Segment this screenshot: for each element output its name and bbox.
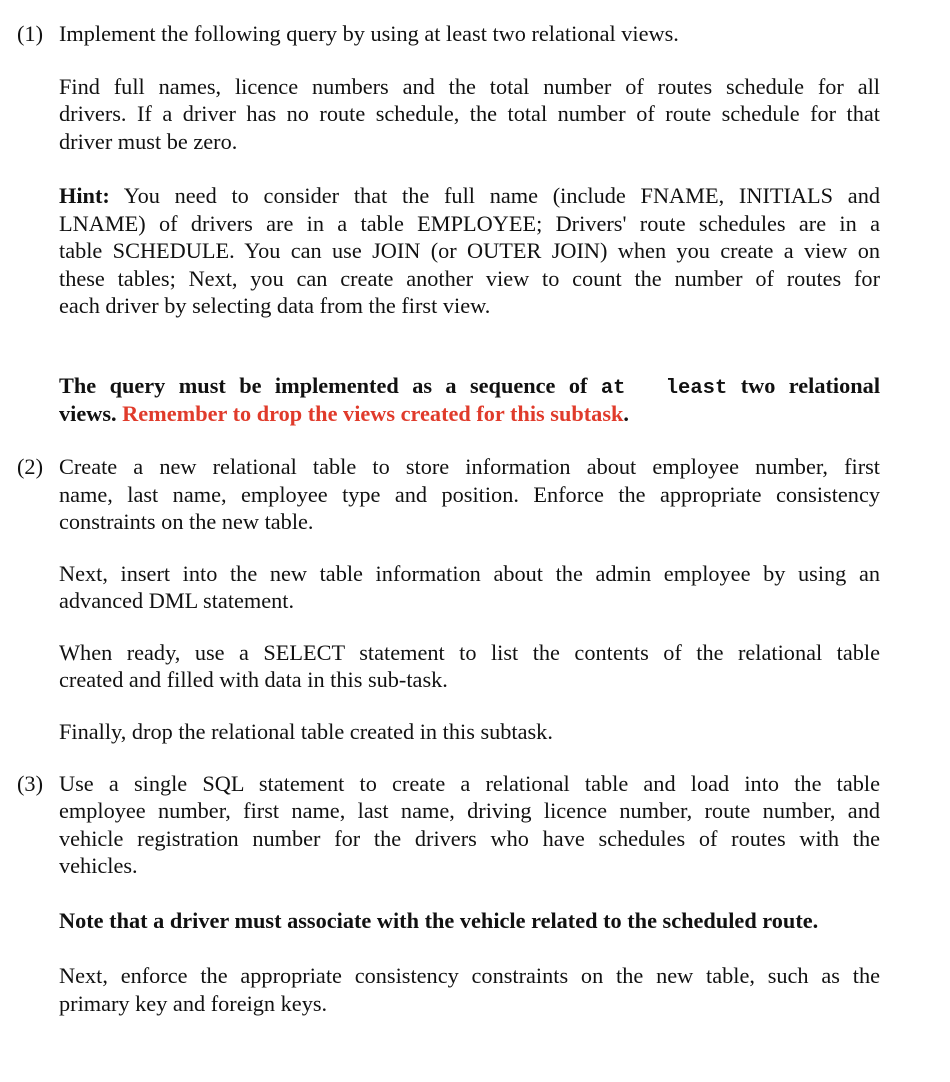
task-2-para-2-line-1: Next, insert into the new table information about the admin employee by using an [59,561,880,586]
task-3-para-1-line-1: Use a single SQL statement to create a relational table and load into the table [59,771,880,796]
hint-label: Hint: [59,183,110,208]
task-2-number: (2) [17,454,43,479]
task-1-hint-line-5: each driver by selecting data from the first view. [59,293,491,318]
requirement-text-3: views. [59,401,117,426]
task-2-para-1-line-3: constraints on the new table. [59,509,314,534]
hint-text: You need to consider that the full name (include FNAME, INITIALS and [123,183,880,208]
task-1-requirement-line-2 [59,400,629,428]
task-3-para-2-line-2: primary key and foreign keys. [59,991,328,1016]
requirement-text-2: two relational [740,373,881,398]
task-1-para-1-line-1: Find full names, licence numbers and the total number of routes schedule for all [59,74,880,99]
task-1-hint-line-4: these tables; Next, you can create another view to count the number of routes for [59,266,880,291]
task-1-para-1-line-3: driver must be zero. [59,129,238,154]
task-1-title: Implement the following query by using at least two relational views. [59,21,679,46]
task-1-hint-line-2: LNAME) of drivers are in a table EMPLOYEE; Drivers' route schedules are in a [59,211,880,236]
task-2-para-4: Finally, drop the relational table created in this subtask. [59,719,553,744]
task-3-para-1-line-2: employee number, first name, last name, driving licence number, route number, and [59,798,880,823]
task-2-para-1-line-1: Create a new relational table to store information about employee number, first [59,454,880,479]
task-3-para-1-line-3: vehicle registration number for the drivers who have schedules of routes with the [59,826,880,851]
task-3-para-1-line-4: vehicles. [59,853,138,878]
requirement-period: . [623,401,629,426]
task-1-requirement-line-1 [59,372,880,403]
drop-views-reminder: Remember to drop the views created for this subtask [122,401,624,426]
task-1-hint-line-3: table SCHEDULE. You can use JOIN (or OUTER JOIN) when you create a view on [59,238,880,263]
requirement-text-1: The query must be implemented as a sequence of [59,373,588,398]
task-3-note: Note that a driver must associate with the vehicle related to the scheduled route. [59,908,819,933]
task-2-para-1-line-2: name, last name, employee type and position. Enforce the appropriate consistency [59,482,880,507]
task-1-hint-line-1 [59,182,880,210]
task-1-number: (1) [17,21,43,46]
task-2-para-2-line-2: advanced DML statement. [59,588,295,613]
task-3-para-2-line-1: Next, enforce the appropriate consistency constraints on the new table, such as the [59,963,880,988]
task-3-number: (3) [17,771,43,796]
task-2-para-3-line-1: When ready, use a SELECT statement to list the contents of the relational table [59,640,880,665]
task-1-para-1-line-2: drivers. If a driver has no route schedule, the total number of route schedule for that [59,101,880,126]
task-2-para-3-line-2: created and filled with data in this sub-task. [59,667,448,692]
requirement-code: at least [600,377,728,400]
